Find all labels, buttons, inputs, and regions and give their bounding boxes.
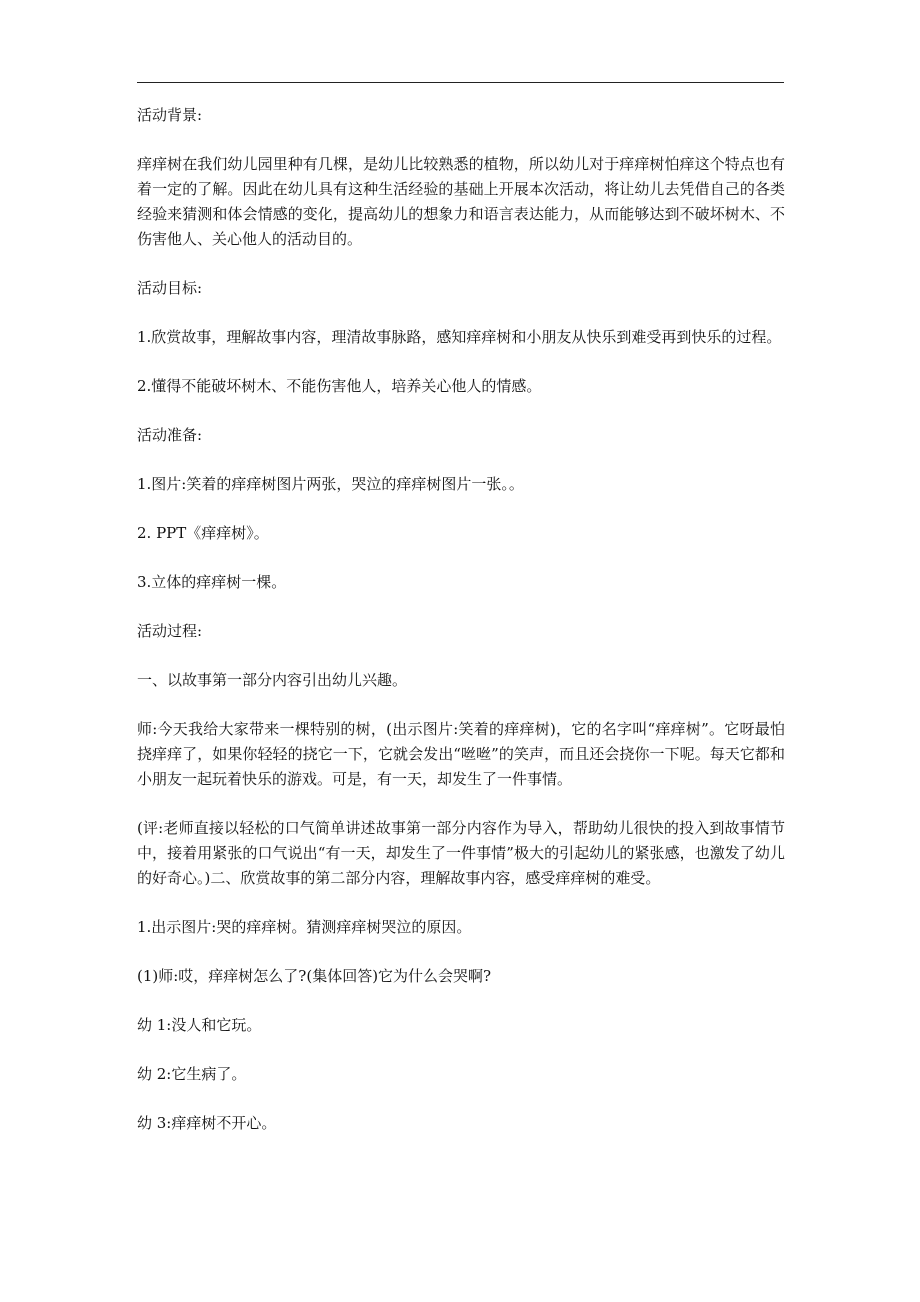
heading-goals: 活动目标: <box>137 279 203 297</box>
teacher-intro-paragraph: 师:今天我给大家带来一棵特别的树，(出示图片:笑着的痒痒树)，它的名字叫“痒痒树”。它呀最怕挠痒痒了，如果你轻轻的挠它一下，它就会发出“咝咝”的笑声，而且还会挠你一下呢。每天它都和小朋友一起玩着快乐的游戏。可是，有一天，却发生了一件事情。 <box>137 720 785 788</box>
process-step-1: 一、以故事第一部分内容引出幼儿兴趣。 <box>137 671 408 689</box>
heading-preparation: 活动准备: <box>137 426 203 444</box>
heading-process: 活动过程: <box>137 622 203 640</box>
heading-background: 活动背景: <box>137 106 203 124</box>
goal-item-2: 2.懂得不能破坏树木、不能伤害他人，培养关心他人的情感。 <box>137 377 542 395</box>
goal-item-1: 1.欣赏故事，理解故事内容，理清故事脉路，感知痒痒树和小朋友从快乐到难受再到快乐的过程。 <box>137 328 782 346</box>
child-answer-3: 幼 3:痒痒树不开心。 <box>137 1114 277 1132</box>
preparation-item-3: 3.立体的痒痒树一棵。 <box>137 573 287 591</box>
teacher-question: (1)师:哎，痒痒树怎么了?(集体回答)它为什么会哭啊? <box>137 967 492 985</box>
commentary-paragraph: (评:老师直接以轻松的口气简单讲述故事第一部分内容作为导入，帮助幼儿很快的投入到故事情节中，接着用紧张的口气说出“有一天，却发生了一件事情”极大的引起幼儿的紧张感，也激发了幼儿的好奇心。)二、欣赏故事的第二部分内容，理解故事内容，感受痒痒树的难受。 <box>137 819 785 887</box>
preparation-item-2: 2. PPT《痒痒树》。 <box>137 524 269 542</box>
preparation-item-1: 1.图片:笑着的痒痒树图片两张，哭泣的痒痒树图片一张。。 <box>137 475 524 493</box>
child-answer-1: 幼 1:没人和它玩。 <box>137 1016 262 1034</box>
child-answer-2: 幼 2:它生病了。 <box>137 1065 247 1083</box>
document-body <box>137 103 785 1160</box>
process-substep-1: 1.出示图片:哭的痒痒树。猜测痒痒树哭泣的原因。 <box>137 918 472 936</box>
header-rule <box>137 82 784 83</box>
paragraph-background: 痒痒树在我们幼儿园里种有几棵，是幼儿比较熟悉的植物，所以幼儿对于痒痒树怕痒这个特点也有着一定的了解。因此在幼儿具有这种生活经验的基础上开展本次活动，将让幼儿去凭借自己的各类经验来猜测和体会情感的变化，提高幼儿的想象力和语言表达能力，从而能够达到不破坏树木、不伤害他人、关心他人的活动目的。 <box>137 155 785 248</box>
